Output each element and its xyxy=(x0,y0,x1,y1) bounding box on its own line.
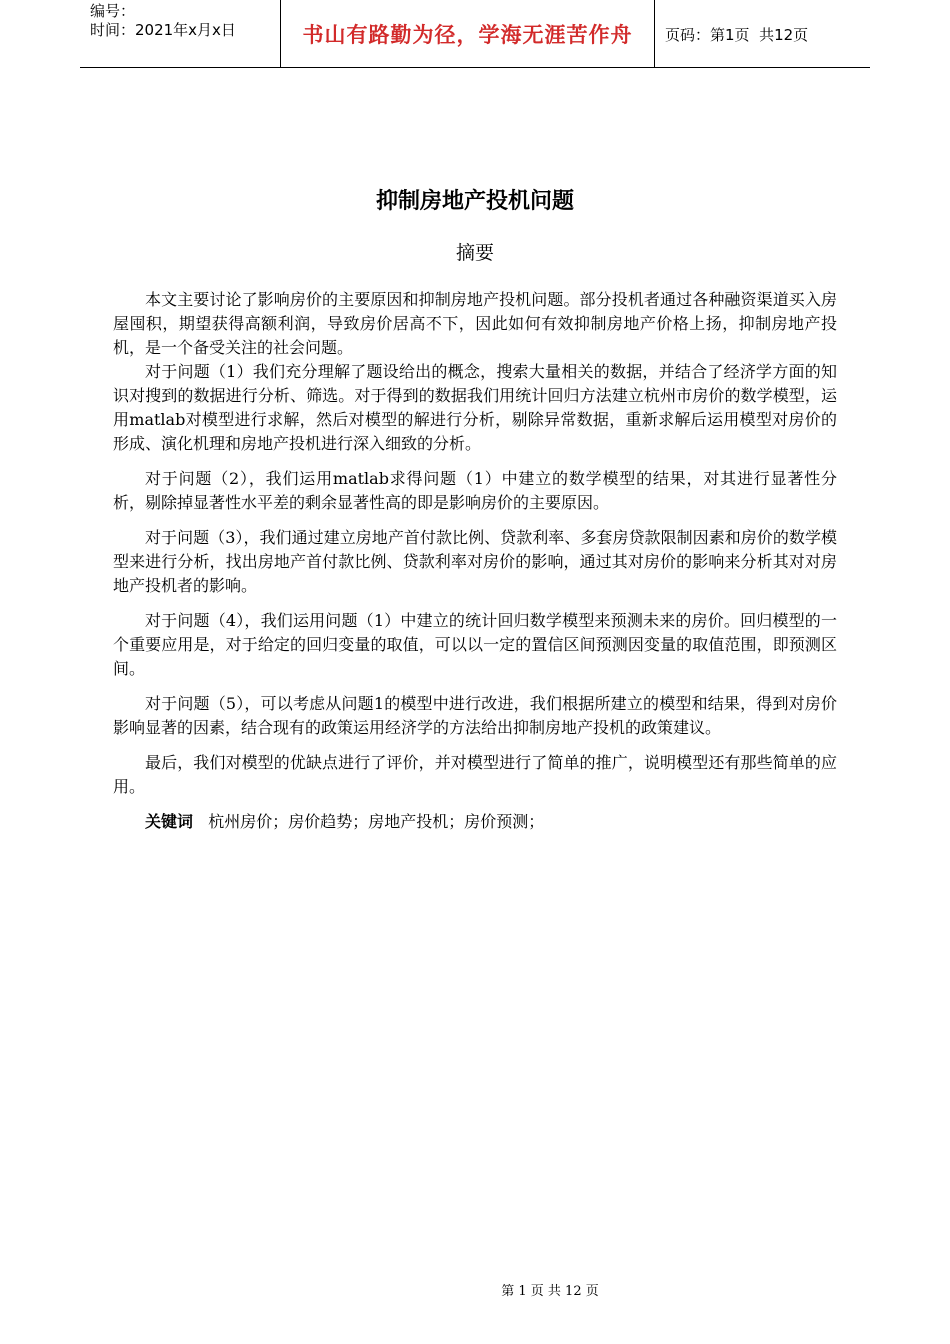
keywords-text: 杭州房价；房价趋势；房地产投机；房价预测； xyxy=(208,812,545,831)
serial-label: 编号： xyxy=(90,2,136,20)
header-motto: 书山有路勤为径，学海无涯苦作舟 xyxy=(281,0,655,68)
header-page-info xyxy=(655,0,870,68)
time-label: 时间：2021年x月x日 xyxy=(90,21,236,39)
page-info-text: 页码：第1页 共12页 xyxy=(665,25,809,44)
keywords-line xyxy=(113,810,837,834)
header-meta xyxy=(80,0,281,68)
page-footer: 第 1 页 共 12 页 xyxy=(501,1284,599,1299)
document-subtitle: 摘要 xyxy=(455,242,494,264)
paragraph: 对于问题（5），可以考虑从问题1的模型中进行改进，我们根据所建立的模型和结果，得到对房价影响显著的因素，结合现有的政策运用经济学的方法给出抑制房地产投机的政策建议。 xyxy=(113,694,837,737)
paragraph: 对于问题（1）我们充分理解了题设给出的概念，搜索大量相关的数据，并结合了经济学方面的知识对搜到的数据进行分析、筛选。对于得到的数据我们用统计回归方法建立杭州市房价的数学模型，运用matlab对模型进行求解，然后对模型的解进行分析，剔除异常数据，重新求解后运用模型对房价的形成、演化机理和房地产投机进行深入细致的分析。 xyxy=(113,362,837,453)
page-header xyxy=(80,0,870,68)
paragraph: 对于问题（2），我们运用matlab求得问题（1）中建立的数学模型的结果，对其进行显著性分析，剔除掉显著性水平差的剩余显著性高的即是影响房价的主要原因。 xyxy=(113,469,837,512)
keywords-label: 关键词 xyxy=(145,812,194,831)
paragraph: 对于问题（4），我们运用问题（1）中建立的统计回归数学模型来预测未来的房价。回归模型的一个重要应用是，对于给定的回归变量的取值，可以以一定的置信区间预测因变量的取值范围，即预测区间。 xyxy=(113,611,837,678)
paragraph: 最后，我们对模型的优缺点进行了评价，并对模型进行了简单的推广，说明模型还有那些简单的应用。 xyxy=(113,753,837,796)
paragraph: 对于问题（3），我们通过建立房地产首付款比例、贷款利率、多套房贷款限制因素和房价的数学模型来进行分析，找出房地产首付款比例、贷款利率对房价的影响，通过其对房价的影响来分析其对对房地产投机者的影响。 xyxy=(113,528,837,595)
document-title: 抑制房地产投机问题 xyxy=(375,189,574,214)
paragraph: 本文主要讨论了影响房价的主要原因和抑制房地产投机问题。部分投机者通过各种融资渠道买入房屋囤积，期望获得高额利润，导致房价居高不下，因此如何有效抑制房地产价格上扬，抑制房地产投机，是一个备受关注的社会问题。 xyxy=(113,290,837,357)
abstract-body xyxy=(113,288,837,834)
